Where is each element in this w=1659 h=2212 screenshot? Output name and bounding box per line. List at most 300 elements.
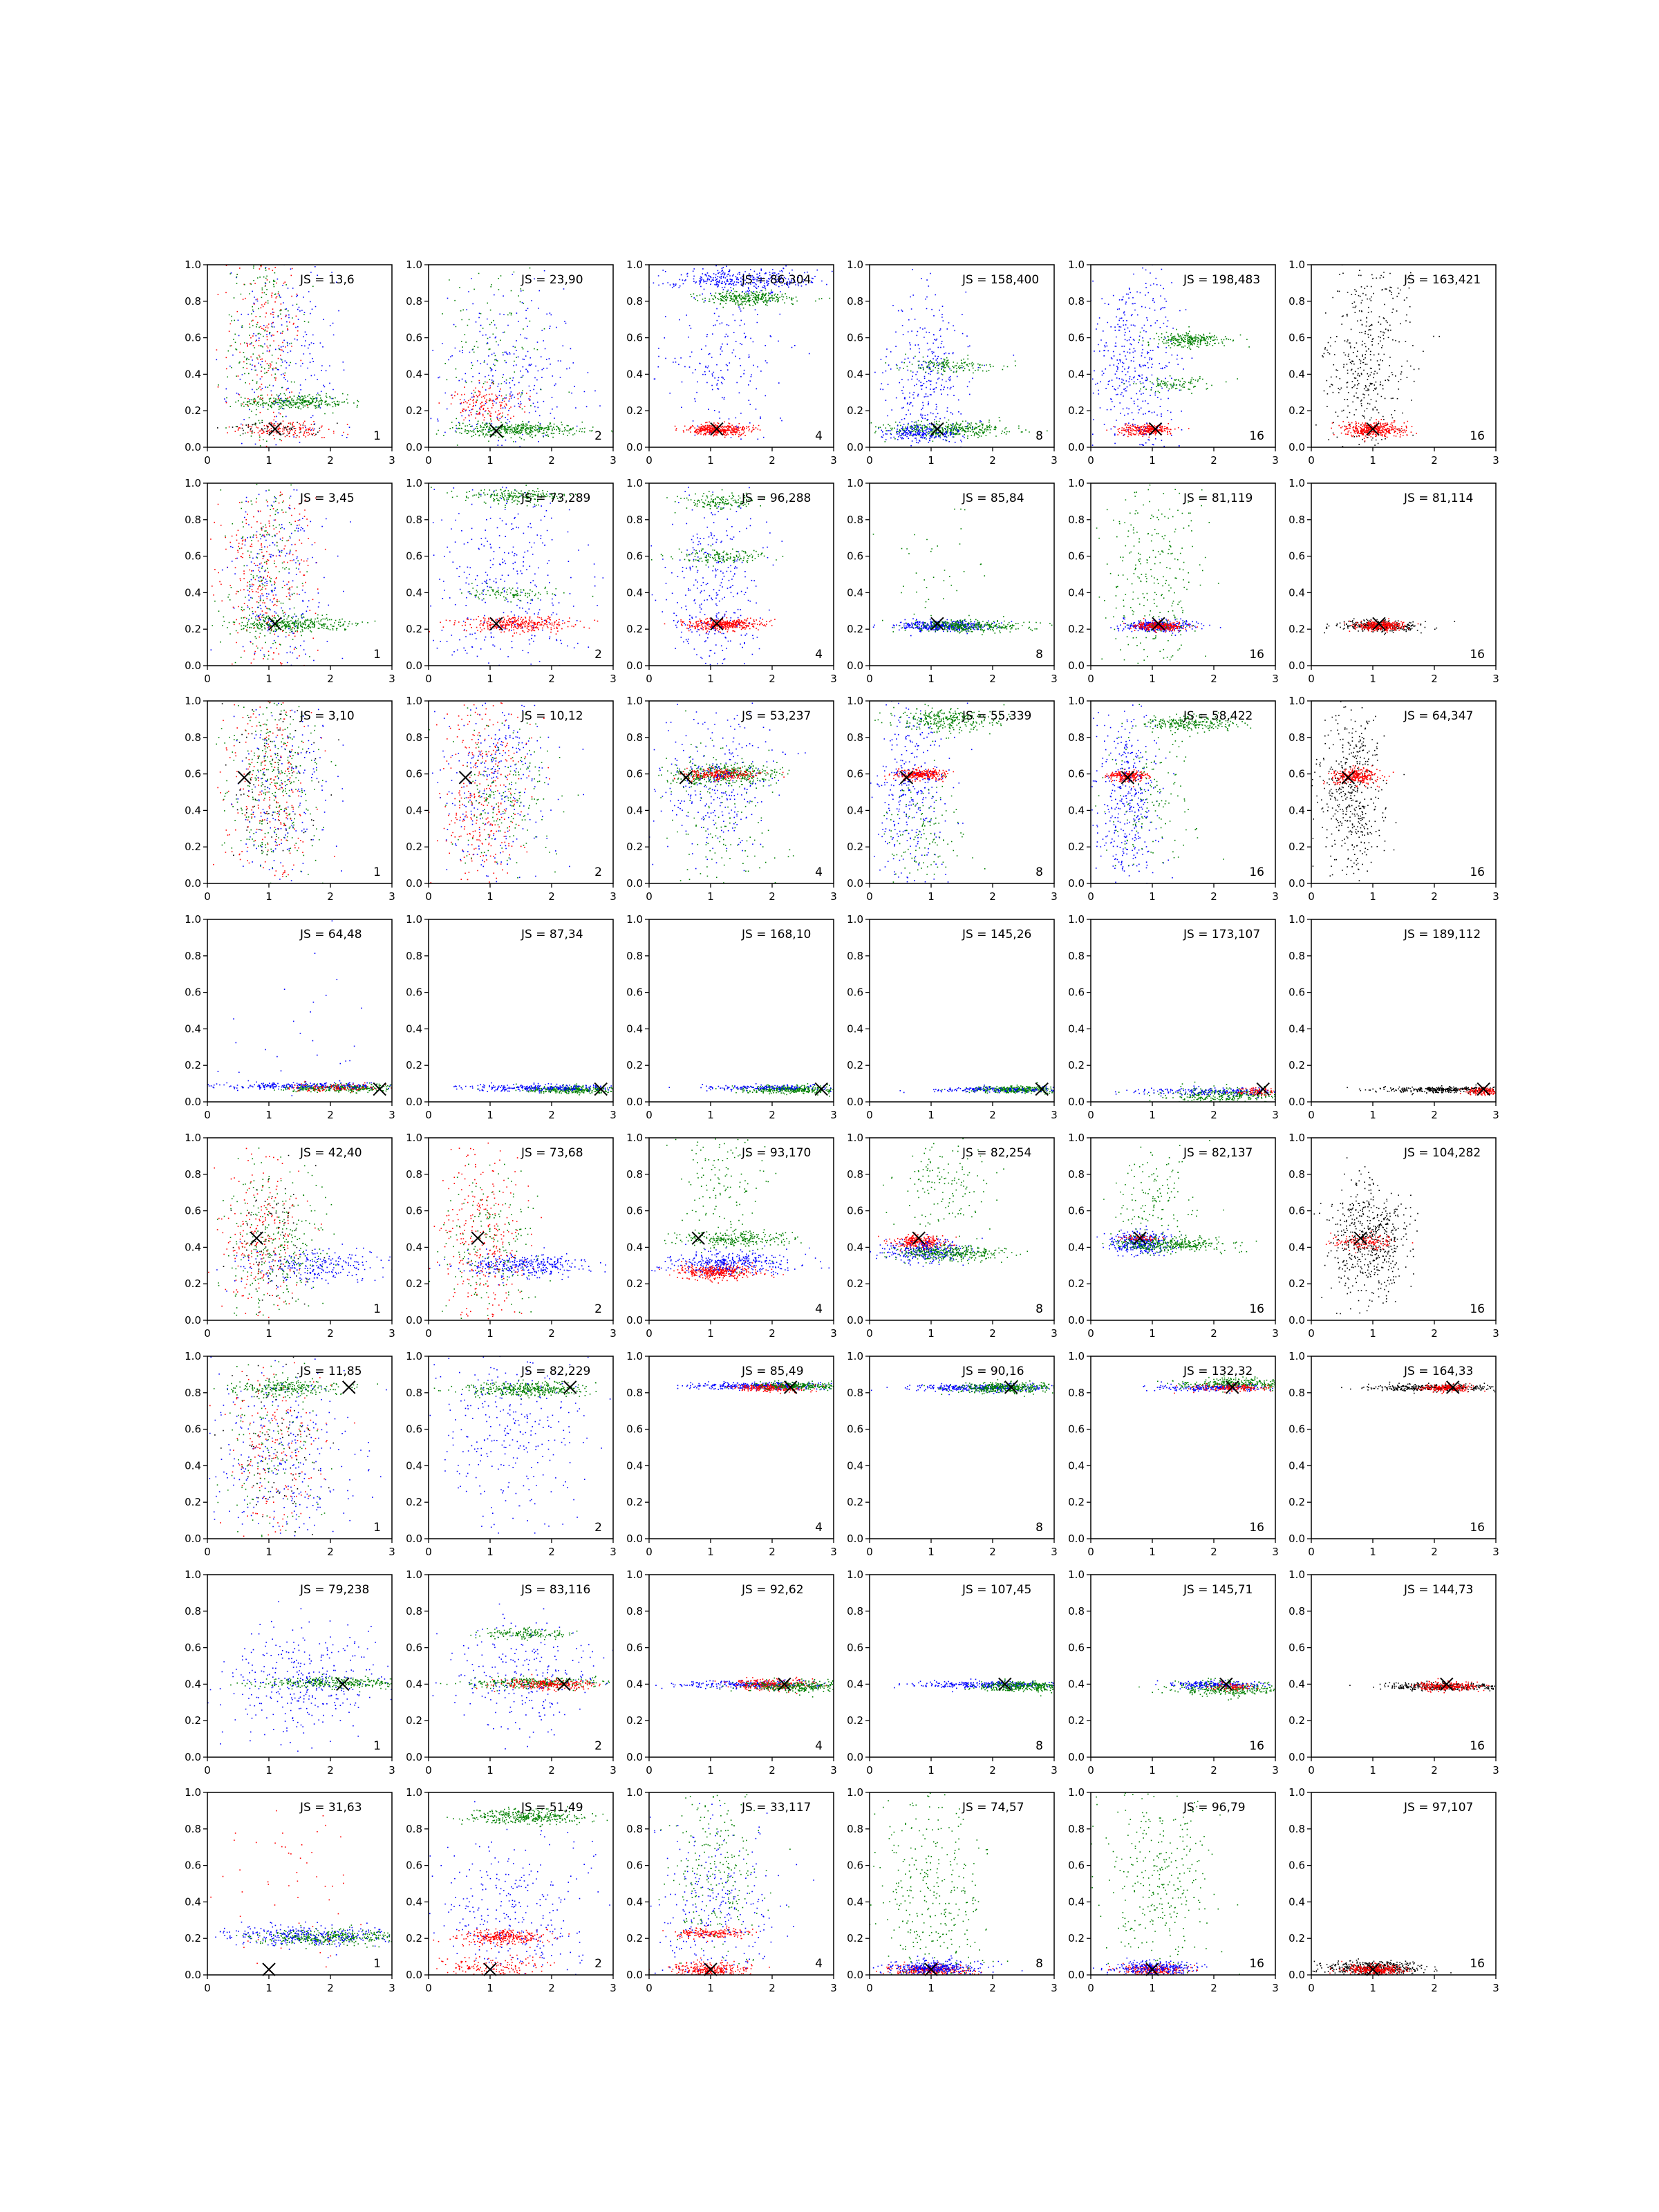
x-tick-label: 1 — [265, 1109, 272, 1121]
y-tick-label: 0.2 — [1068, 1496, 1085, 1509]
x-tick-label: 2 — [1431, 1764, 1438, 1777]
y-tick-label: 0.4 — [1068, 1678, 1085, 1691]
y-tick-label: 0.0 — [185, 1533, 201, 1545]
y-tick-label: 0.2 — [1288, 623, 1305, 636]
x-tick-label: 0 — [1087, 1982, 1094, 1994]
count-label: 1 — [373, 1739, 381, 1753]
y-tick-label: 1.0 — [847, 1568, 863, 1581]
y-tick-label: 0.2 — [626, 623, 643, 636]
y-tick-label: 1.0 — [626, 695, 643, 707]
js-annotation: JS = 73,289 — [521, 491, 591, 505]
y-tick-label: 0.4 — [1068, 368, 1085, 381]
count-label: 2 — [594, 429, 602, 443]
y-tick-label: 0.2 — [406, 841, 422, 854]
y-tick-label: 0.4 — [626, 804, 643, 817]
y-tick-label: 1.0 — [847, 259, 863, 271]
js-annotation: JS = 58,422 — [1183, 709, 1253, 723]
y-tick-label: 0.8 — [626, 731, 643, 744]
y-tick-label: 1.0 — [406, 695, 422, 707]
count-label: 8 — [1035, 1957, 1043, 1971]
x-tick-label: 0 — [1087, 1109, 1094, 1121]
js-annotation: JS = 3,10 — [300, 709, 355, 723]
y-tick-label: 0.8 — [847, 1386, 863, 1399]
js-annotation: JS = 144,73 — [1404, 1583, 1474, 1597]
x-tick-label: 0 — [866, 1327, 873, 1340]
y-tick-label: 0.0 — [1068, 441, 1085, 453]
x-tick-label: 3 — [830, 1327, 837, 1340]
x-tick-label: 0 — [1308, 1327, 1315, 1340]
y-tick-label: 0.8 — [406, 1386, 422, 1399]
y-tick-label: 0.8 — [847, 513, 863, 526]
js-annotation: JS = 31,63 — [300, 1801, 362, 1815]
y-tick-label: 0.8 — [626, 1822, 643, 1835]
y-tick-label: 0.8 — [847, 1168, 863, 1181]
x-tick-label: 0 — [1308, 454, 1315, 467]
x-tick-label: 3 — [388, 1764, 395, 1777]
count-label: 1 — [373, 865, 381, 879]
js-annotation: JS = 51,49 — [521, 1801, 583, 1815]
y-tick-label: 0.8 — [1068, 949, 1085, 962]
js-annotation: JS = 132,32 — [1183, 1365, 1253, 1378]
x-tick-label: 2 — [327, 673, 334, 685]
js-annotation: JS = 145,71 — [1183, 1583, 1253, 1597]
x-tick-label: 0 — [646, 1764, 653, 1777]
x-tick-label: 0 — [1308, 1764, 1315, 1777]
js-annotation: JS = 96,79 — [1183, 1801, 1246, 1815]
js-annotation: JS = 93,170 — [742, 1146, 812, 1160]
x-tick-label: 0 — [204, 1327, 211, 1340]
y-tick-label: 1.0 — [185, 695, 201, 707]
x-tick-label: 1 — [487, 1109, 494, 1121]
js-annotation: JS = 13,6 — [300, 273, 355, 287]
y-tick-label: 0.8 — [185, 949, 201, 962]
y-tick-label: 0.0 — [626, 1969, 643, 1981]
y-tick-label: 0.8 — [847, 949, 863, 962]
x-tick-label: 3 — [1492, 890, 1499, 903]
y-tick-label: 0.2 — [1288, 1277, 1305, 1291]
y-tick-label: 0.8 — [1288, 949, 1305, 962]
y-tick-label: 0.2 — [626, 1277, 643, 1291]
x-tick-label: 2 — [989, 1327, 996, 1340]
y-tick-label: 0.2 — [406, 1932, 422, 1945]
y-tick-label: 0.8 — [1068, 513, 1085, 526]
x-tick-label: 0 — [866, 454, 873, 467]
y-tick-label: 0.0 — [626, 1096, 643, 1108]
y-tick-label: 0.2 — [847, 1277, 863, 1291]
y-tick-label: 0.6 — [185, 331, 201, 344]
x-tick-label: 0 — [646, 1982, 653, 1994]
x-tick-label: 0 — [204, 673, 211, 685]
x-tick-label: 1 — [1149, 1546, 1156, 1558]
y-tick-label: 0.0 — [626, 1751, 643, 1763]
x-tick-label: 1 — [928, 454, 935, 467]
y-tick-label: 0.2 — [847, 1932, 863, 1945]
js-annotation: JS = 81,114 — [1404, 491, 1474, 505]
y-tick-label: 0.6 — [185, 767, 201, 780]
y-tick-label: 1.0 — [406, 1350, 422, 1362]
x-tick-label: 1 — [707, 454, 714, 467]
x-tick-label: 0 — [866, 890, 873, 903]
x-tick-label: 0 — [646, 454, 653, 467]
y-tick-label: 0.4 — [847, 804, 863, 817]
y-tick-label: 0.6 — [1288, 1204, 1305, 1217]
x-tick-label: 2 — [1431, 673, 1438, 685]
y-tick-label: 0.2 — [1288, 1932, 1305, 1945]
y-tick-label: 0.6 — [847, 1641, 863, 1654]
x-tick-label: 2 — [327, 1546, 334, 1558]
x-tick-label: 1 — [928, 1327, 935, 1340]
y-tick-label: 0.6 — [406, 986, 422, 999]
x-tick-label: 0 — [204, 1764, 211, 1777]
x-tick-label: 1 — [1369, 673, 1376, 685]
y-tick-label: 1.0 — [847, 913, 863, 926]
y-tick-label: 0.0 — [847, 441, 863, 453]
y-tick-label: 0.2 — [185, 623, 201, 636]
y-tick-label: 0.6 — [626, 767, 643, 780]
y-tick-label: 0.6 — [406, 1641, 422, 1654]
x-tick-label: 1 — [928, 1982, 935, 1994]
count-label: 4 — [815, 1957, 823, 1971]
x-tick-label: 0 — [1087, 1546, 1094, 1558]
y-tick-label: 0.6 — [1288, 550, 1305, 563]
y-tick-label: 0.6 — [847, 331, 863, 344]
y-tick-label: 0.8 — [1068, 294, 1085, 308]
y-tick-label: 0.0 — [1068, 1751, 1085, 1763]
y-tick-label: 0.4 — [1068, 1459, 1085, 1472]
x-tick-label: 3 — [1051, 1546, 1058, 1558]
y-tick-label: 0.0 — [847, 1314, 863, 1327]
count-label: 16 — [1249, 1957, 1264, 1971]
y-tick-label: 1.0 — [1288, 695, 1305, 707]
y-tick-label: 0.6 — [406, 550, 422, 563]
y-tick-label: 0.4 — [626, 1022, 643, 1035]
x-tick-label: 0 — [425, 1327, 432, 1340]
x-tick-label: 1 — [265, 1327, 272, 1340]
x-tick-label: 2 — [548, 890, 555, 903]
y-tick-label: 0.6 — [1288, 1423, 1305, 1436]
js-annotation: JS = 82,254 — [962, 1146, 1032, 1160]
y-tick-label: 0.6 — [1288, 1859, 1305, 1872]
y-tick-label: 0.8 — [406, 294, 422, 308]
y-tick-label: 1.0 — [626, 1786, 643, 1799]
y-tick-label: 0.2 — [626, 1932, 643, 1945]
y-tick-label: 0.2 — [406, 404, 422, 418]
y-tick-label: 0.8 — [847, 731, 863, 744]
y-tick-label: 0.0 — [406, 877, 422, 890]
x-tick-label: 3 — [1492, 1982, 1499, 1994]
y-tick-label: 0.0 — [185, 659, 201, 672]
count-label: 8 — [1035, 648, 1043, 662]
y-tick-label: 0.2 — [1068, 1277, 1085, 1291]
y-tick-label: 0.0 — [847, 1969, 863, 1981]
y-tick-label: 0.0 — [626, 1314, 643, 1327]
x-tick-label: 2 — [989, 1982, 996, 1994]
js-annotation: JS = 198,483 — [1183, 273, 1261, 287]
y-tick-label: 0.6 — [847, 986, 863, 999]
js-annotation: JS = 85,49 — [742, 1365, 804, 1378]
y-tick-label: 0.8 — [406, 1168, 422, 1181]
y-tick-label: 1.0 — [185, 259, 201, 271]
js-annotation: JS = 189,112 — [1404, 928, 1481, 941]
js-annotation: JS = 3,45 — [300, 491, 355, 505]
y-tick-label: 0.4 — [1068, 804, 1085, 817]
y-tick-label: 1.0 — [406, 259, 422, 271]
x-tick-label: 3 — [1051, 454, 1058, 467]
y-tick-label: 1.0 — [1068, 913, 1085, 926]
y-tick-label: 0.2 — [626, 404, 643, 418]
x-tick-label: 1 — [707, 890, 714, 903]
y-tick-label: 0.4 — [626, 1459, 643, 1472]
x-tick-label: 2 — [327, 1327, 334, 1340]
y-tick-label: 0.4 — [1288, 1241, 1305, 1254]
y-tick-label: 0.6 — [1068, 1859, 1085, 1872]
x-tick-label: 2 — [1210, 1982, 1217, 1994]
y-tick-label: 0.4 — [185, 1678, 201, 1691]
x-tick-label: 3 — [1492, 1109, 1499, 1121]
x-tick-label: 2 — [989, 890, 996, 903]
y-tick-label: 0.0 — [1068, 1096, 1085, 1108]
x-tick-label: 3 — [388, 890, 395, 903]
x-tick-label: 0 — [204, 890, 211, 903]
x-tick-label: 3 — [610, 1327, 617, 1340]
count-label: 1 — [373, 1957, 381, 1971]
y-tick-label: 1.0 — [626, 477, 643, 489]
x-tick-label: 0 — [204, 1546, 211, 1558]
x-tick-label: 2 — [989, 673, 996, 685]
y-tick-label: 1.0 — [1068, 1568, 1085, 1581]
y-tick-label: 1.0 — [626, 1132, 643, 1144]
y-tick-label: 0.0 — [406, 1533, 422, 1545]
x-tick-label: 1 — [487, 673, 494, 685]
x-tick-label: 2 — [327, 1109, 334, 1121]
y-tick-label: 0.8 — [185, 1822, 201, 1835]
x-tick-label: 0 — [425, 1109, 432, 1121]
x-tick-label: 1 — [1369, 454, 1376, 467]
y-tick-label: 0.2 — [1288, 1059, 1305, 1072]
x-tick-label: 2 — [989, 1546, 996, 1558]
x-tick-label: 0 — [1087, 673, 1094, 685]
y-tick-label: 0.6 — [406, 331, 422, 344]
y-tick-label: 0.8 — [626, 1168, 643, 1181]
y-tick-label: 0.2 — [847, 1059, 863, 1072]
y-tick-label: 0.2 — [406, 1496, 422, 1509]
y-tick-label: 0.2 — [626, 1496, 643, 1509]
y-tick-label: 0.4 — [406, 586, 422, 599]
y-tick-label: 0.0 — [185, 1751, 201, 1763]
x-tick-label: 3 — [1272, 1327, 1279, 1340]
js-annotation: JS = 55,339 — [962, 709, 1032, 723]
x-tick-label: 3 — [1492, 1764, 1499, 1777]
y-tick-label: 0.4 — [406, 1459, 422, 1472]
y-tick-label: 0.8 — [1288, 1168, 1305, 1181]
js-annotation: JS = 158,400 — [962, 273, 1040, 287]
y-tick-label: 0.6 — [1068, 986, 1085, 999]
js-annotation: JS = 33,117 — [742, 1801, 812, 1815]
x-tick-label: 2 — [548, 454, 555, 467]
y-tick-label: 1.0 — [626, 1568, 643, 1581]
y-tick-label: 0.4 — [1068, 586, 1085, 599]
y-tick-label: 0.2 — [1068, 841, 1085, 854]
y-tick-label: 0.0 — [1068, 1533, 1085, 1545]
y-tick-label: 0.0 — [847, 1751, 863, 1763]
y-tick-label: 0.8 — [185, 731, 201, 744]
y-tick-label: 0.6 — [1288, 331, 1305, 344]
y-tick-label: 0.2 — [1068, 1059, 1085, 1072]
y-tick-label: 0.6 — [626, 1204, 643, 1217]
y-tick-label: 0.6 — [406, 1859, 422, 1872]
y-tick-label: 0.8 — [185, 294, 201, 308]
y-tick-label: 0.6 — [185, 1423, 201, 1436]
y-tick-label: 0.4 — [1068, 1241, 1085, 1254]
count-label: 16 — [1470, 429, 1485, 443]
y-tick-label: 0.0 — [847, 659, 863, 672]
x-tick-label: 3 — [830, 1109, 837, 1121]
y-tick-label: 0.4 — [185, 586, 201, 599]
y-tick-label: 1.0 — [626, 259, 643, 271]
y-tick-label: 0.4 — [406, 1241, 422, 1254]
js-annotation: JS = 163,421 — [1404, 273, 1481, 287]
x-tick-label: 3 — [388, 1546, 395, 1558]
x-tick-label: 2 — [1210, 1109, 1217, 1121]
x-tick-label: 1 — [265, 673, 272, 685]
x-tick-label: 3 — [830, 1764, 837, 1777]
count-label: 2 — [594, 1957, 602, 1971]
x-tick-label: 0 — [646, 1109, 653, 1121]
y-tick-label: 0.6 — [847, 550, 863, 563]
y-tick-label: 0.2 — [185, 1496, 201, 1509]
y-tick-label: 0.2 — [185, 1714, 201, 1727]
x-tick-label: 2 — [769, 1109, 776, 1121]
y-tick-label: 0.2 — [847, 1714, 863, 1727]
y-tick-label: 0.2 — [1288, 841, 1305, 854]
x-tick-label: 1 — [1149, 1982, 1156, 1994]
x-tick-label: 3 — [830, 673, 837, 685]
x-tick-label: 0 — [1308, 1546, 1315, 1558]
x-tick-label: 2 — [327, 454, 334, 467]
y-tick-label: 1.0 — [185, 477, 201, 489]
x-tick-label: 3 — [1051, 1764, 1058, 1777]
x-tick-label: 1 — [1149, 454, 1156, 467]
y-tick-label: 0.8 — [185, 513, 201, 526]
js-annotation: JS = 87,34 — [521, 928, 583, 941]
y-tick-label: 0.4 — [1288, 1895, 1305, 1909]
y-tick-label: 0.2 — [1288, 1714, 1305, 1727]
x-tick-label: 2 — [1431, 890, 1438, 903]
y-tick-label: 0.6 — [1288, 767, 1305, 780]
x-tick-label: 2 — [769, 1982, 776, 1994]
y-tick-label: 0.4 — [185, 1895, 201, 1909]
js-annotation: JS = 53,237 — [742, 709, 812, 723]
y-tick-label: 1.0 — [406, 477, 422, 489]
x-tick-label: 1 — [1369, 1546, 1376, 1558]
x-tick-label: 1 — [1369, 890, 1376, 903]
y-tick-label: 0.4 — [847, 368, 863, 381]
x-tick-label: 3 — [388, 1109, 395, 1121]
x-tick-label: 2 — [769, 1546, 776, 1558]
y-tick-label: 0.2 — [1068, 404, 1085, 418]
y-tick-label: 0.2 — [406, 623, 422, 636]
x-tick-label: 2 — [989, 1109, 996, 1121]
y-tick-label: 0.0 — [847, 877, 863, 890]
x-tick-label: 0 — [425, 673, 432, 685]
x-tick-label: 2 — [1210, 454, 1217, 467]
y-tick-label: 0.8 — [626, 949, 643, 962]
x-tick-label: 2 — [327, 1982, 334, 1994]
x-tick-label: 2 — [548, 1109, 555, 1121]
x-tick-label: 2 — [327, 1764, 334, 1777]
y-tick-label: 1.0 — [626, 913, 643, 926]
js-annotation: JS = 86,304 — [742, 273, 812, 287]
y-tick-label: 0.4 — [847, 1678, 863, 1691]
x-tick-label: 1 — [707, 1327, 714, 1340]
y-tick-label: 0.2 — [185, 404, 201, 418]
js-annotation: JS = 85,84 — [962, 491, 1024, 505]
js-annotation: JS = 145,26 — [962, 928, 1032, 941]
x-tick-label: 2 — [769, 890, 776, 903]
y-tick-label: 0.6 — [626, 331, 643, 344]
y-tick-label: 0.2 — [847, 404, 863, 418]
x-tick-label: 1 — [487, 1546, 494, 1558]
y-tick-label: 0.4 — [847, 1895, 863, 1909]
y-tick-label: 0.4 — [1288, 1459, 1305, 1472]
y-tick-label: 0.8 — [1288, 731, 1305, 744]
count-label: 4 — [815, 865, 823, 879]
x-tick-label: 2 — [1210, 890, 1217, 903]
y-tick-label: 1.0 — [1068, 259, 1085, 271]
x-tick-label: 0 — [866, 673, 873, 685]
y-tick-label: 0.0 — [406, 659, 422, 672]
y-tick-label: 0.8 — [847, 294, 863, 308]
y-tick-label: 1.0 — [185, 1568, 201, 1581]
y-tick-label: 0.4 — [185, 368, 201, 381]
y-tick-label: 0.6 — [406, 1204, 422, 1217]
y-tick-label: 1.0 — [1288, 477, 1305, 489]
x-tick-label: 0 — [866, 1109, 873, 1121]
count-label: 16 — [1470, 865, 1485, 879]
x-tick-label: 2 — [1431, 1327, 1438, 1340]
x-tick-label: 2 — [989, 1764, 996, 1777]
js-annotation: JS = 173,107 — [1183, 928, 1261, 941]
x-tick-label: 2 — [1431, 454, 1438, 467]
x-tick-label: 1 — [928, 1546, 935, 1558]
y-tick-label: 0.2 — [406, 1714, 422, 1727]
count-label: 2 — [594, 648, 602, 662]
x-tick-label: 0 — [1308, 890, 1315, 903]
y-tick-label: 1.0 — [1068, 1132, 1085, 1144]
x-tick-label: 1 — [487, 890, 494, 903]
y-tick-label: 0.2 — [185, 841, 201, 854]
y-tick-label: 0.0 — [847, 1096, 863, 1108]
y-tick-label: 1.0 — [1288, 913, 1305, 926]
y-tick-label: 0.0 — [1288, 1096, 1305, 1108]
x-tick-label: 0 — [866, 1546, 873, 1558]
x-tick-label: 2 — [1210, 1764, 1217, 1777]
count-label: 16 — [1249, 1739, 1264, 1753]
count-label: 16 — [1249, 429, 1264, 443]
js-annotation: JS = 164,33 — [1404, 1365, 1474, 1378]
x-tick-label: 0 — [204, 1982, 211, 1994]
x-tick-label: 2 — [1210, 673, 1217, 685]
y-tick-label: 0.8 — [406, 1604, 422, 1618]
js-annotation: JS = 81,119 — [1183, 491, 1253, 505]
count-label: 16 — [1249, 1302, 1264, 1316]
y-tick-label: 1.0 — [1288, 1568, 1305, 1581]
y-tick-label: 0.6 — [185, 1859, 201, 1872]
x-tick-label: 1 — [265, 1982, 272, 1994]
y-tick-label: 0.4 — [847, 1241, 863, 1254]
count-label: 16 — [1249, 865, 1264, 879]
y-tick-label: 0.2 — [847, 1496, 863, 1509]
